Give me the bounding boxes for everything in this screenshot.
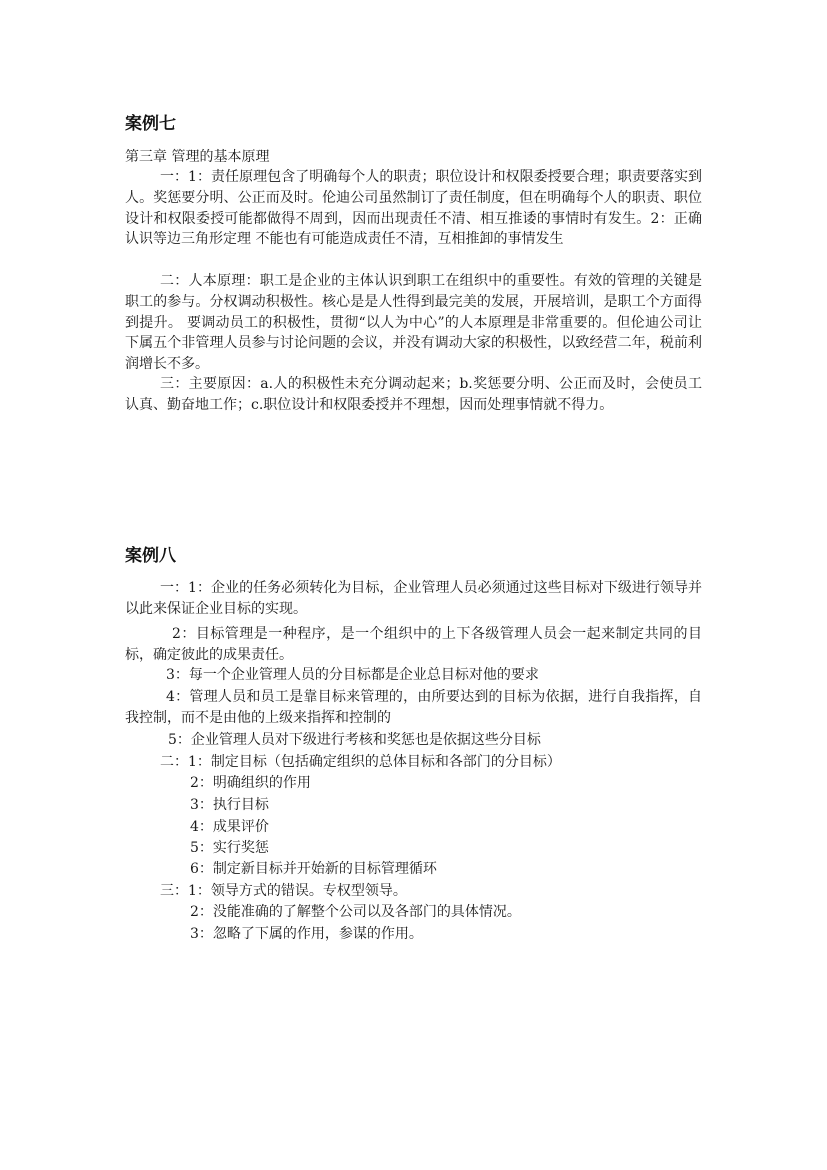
case7-title: 案例七 [125,114,176,134]
case7-paragraph-1: 一：1：责任原理包含了明确每个人的职责；职位设计和权限委授要合理；职责要落实到人。奖惩要分明、公正而及时。伦迪公司虽然制订了责任制度，但在明确每个人的职责、职位设计和权限委授可能都做得不周到，因而出现责任不清、相互推诿的事情时有发生。2：正确认识等边三角形定理 不能也有可能造成责任不清，互相推卸的事情发生 [125,169,702,248]
case8-section2-item-1: 二：1：制定目标（包括确定组织的总体目标和各部门的分目标） [160,754,561,770]
case8-title: 案例八 [125,546,176,566]
case8-section2-item-5: 5：实行奖惩 [190,840,269,856]
case8-section2-item-6: 6：制定新目标并开始新的目标管理循环 [190,861,437,877]
chapter-heading: 第三章 管理的基本原理 [125,149,270,165]
case8-point-5: 5：企业管理人员对下级进行考核和奖惩也是依据这些分目标 [168,732,541,748]
case8-section2-item-2: 2：明确组织的作用 [190,775,311,791]
case8-point-1: 一：1：企业的任务必须转化为目标，企业管理人员必须通过这些目标对下级进行领导并以此来保证企业目标的实现。 [125,580,702,617]
case8-point-4: 4：管理人员和员工是靠目标来管理的，由所要达到的目标为依据，进行自我指挥，自我控制，而不是由他的上级来指挥和控制的 [125,689,702,726]
case7-paragraph-3: 三：主要原因：a.人的积极性未充分调动起来；b.奖惩要分明、公正而及时，会使员工认真、勤奋地工作；c.职位设计和权限委授并不理想，因而处理事情就不得力。 [125,376,702,413]
case8-section2-item-4: 4：成果评价 [190,819,269,835]
case8-section3-item-2: 2：没能准确的了解整个公司以及各部门的具体情况。 [190,904,521,920]
case8-section3-item-1: 三：1：领导方式的错误。专权型领导。 [160,883,407,899]
case7-paragraph-2: 二：人本原理：职工是企业的主体认识到职工在组织中的重要性。有效的管理的关键是职工的参与。分权调动积极性。核心是是人性得到最完美的发展，开展培训，是职工个方面得到提升。 要调动员工的积极性，贯彻“以人为中心”的人本原理是非常重要的。但伦迪公司让下属五个非管理人员参与讨论问题的会议，并没有调动大家的积极性，以致经营二年，税前利润增长不多。 [125,273,702,373]
case8-section2-item-3: 3：执行目标 [190,797,269,813]
case8-section3-item-3: 3：忽略了下属的作用，参谋的作用。 [190,926,423,942]
case8-point-2: 2：目标管理是一种程序，是一个组织中的上下各级管理人员会一起来制定共同的目标，确定彼此的成果责任。 [125,626,702,663]
case8-point-3: 3：每一个企业管理人员的分目标都是企业总目标对他的要求 [166,667,539,683]
